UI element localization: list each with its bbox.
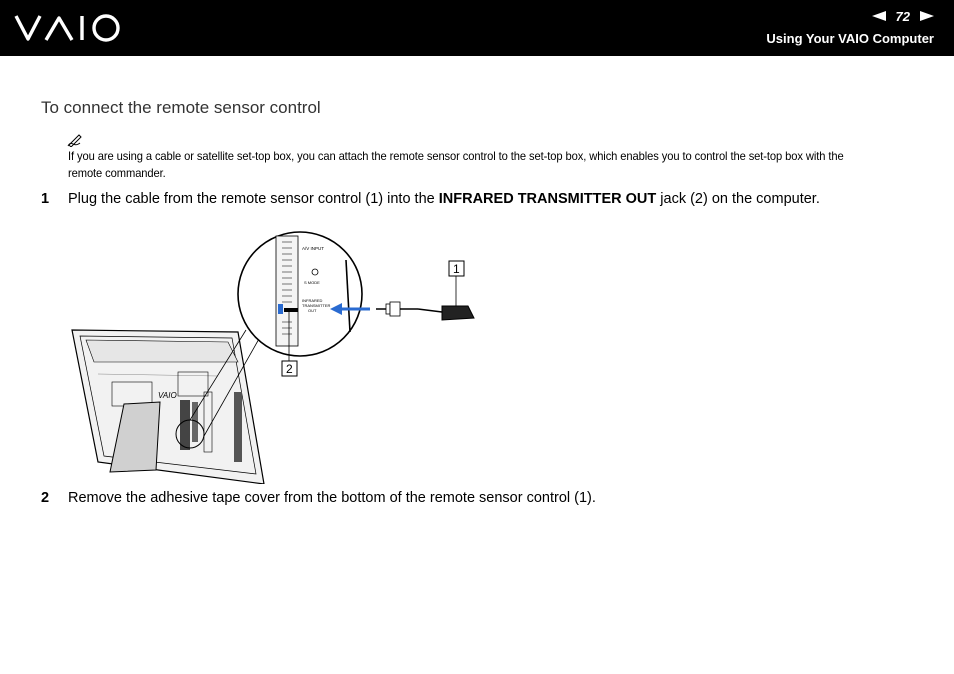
remote-sensor <box>376 302 474 320</box>
panel-label-ir-2: TRANSMITTER <box>302 303 331 308</box>
page-navigation <box>872 7 934 25</box>
panel-label-s-mode: S MODE <box>304 280 320 285</box>
callout-1-number: 1 <box>453 262 460 276</box>
step-number: 2 <box>41 490 50 506</box>
computer-back-view <box>72 330 264 484</box>
step-number: 1 <box>41 191 50 207</box>
step-text-part: Plug the cable from the remote sensor control (1) into the <box>68 191 439 207</box>
connection-illustration <box>68 222 488 484</box>
step-text-bold: INFRARED TRANSMITTER OUT <box>438 191 657 207</box>
magnified-panel <box>238 232 362 356</box>
step-text-part: jack (2) on the computer. <box>656 191 820 207</box>
back-logo: VAIO <box>158 391 177 400</box>
callout-2-number: 2 <box>286 362 293 376</box>
page-header <box>0 0 954 56</box>
panel-label-av-input: A/V INPUT <box>302 246 325 251</box>
triangle-left-icon[interactable] <box>872 11 886 21</box>
step-text: Remove the adhesive tape cover from the bottom of the remote sensor control (1). <box>68 490 596 506</box>
callout-1 <box>449 261 464 306</box>
triangle-right-icon[interactable] <box>920 11 934 21</box>
step-text <box>68 191 820 207</box>
note-text: If you are using a cable or satellite set-top box, you can attach the remote sensor control to the set-top box, which enables you to control the set-top box with the remote commander. <box>68 149 844 180</box>
panel-label-ir-1: INFRARED <box>302 298 323 303</box>
page-heading: To connect the remote sensor control <box>41 98 321 117</box>
page-number: 72 <box>895 8 910 24</box>
pencil-note-icon <box>67 133 83 147</box>
section-title: Using Your VAIO Computer <box>766 31 934 46</box>
vaio-logo <box>14 13 122 43</box>
panel-label-ir-3: OUT <box>308 308 317 313</box>
